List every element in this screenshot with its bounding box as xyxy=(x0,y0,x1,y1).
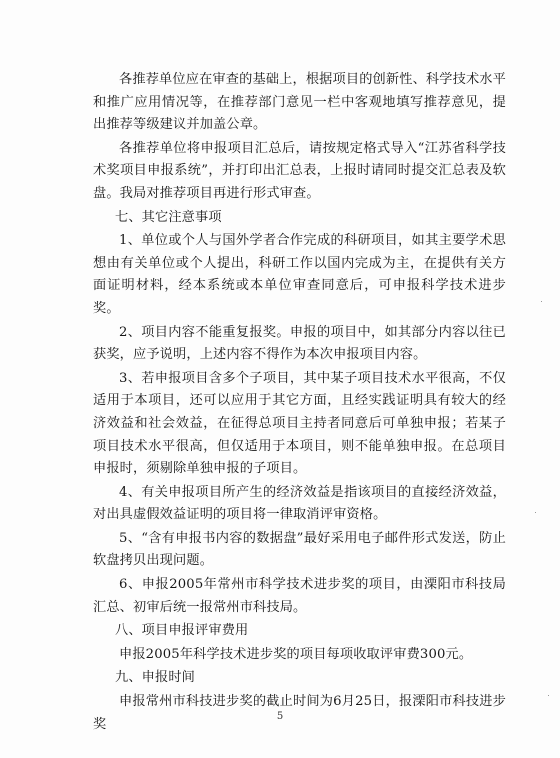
scan-speck xyxy=(541,301,542,302)
note-item-4: 4、有关申报项目所产生的经济效益是指该项目的直接经济效益，对出具虚假效益证明的项目将一律取消评审资格。 xyxy=(93,484,506,523)
section-heading-notes: 七、其它注意事项 xyxy=(115,209,222,225)
paragraph-recommendation-review: 各推荐单位应在审查的基础上，根据项目的创新性、科学技术水平和推广应用情况等，在推荐部门意见一栏中客观地填写推荐意见，提出推荐等级建议并加盖公章。 xyxy=(93,72,506,133)
scan-speck xyxy=(548,695,549,696)
note-item-5: 5、“含有申报书内容的数据盘”最好采用电子邮件形式发送，防止软盘拷贝出现问题。 xyxy=(93,530,506,569)
note-item-6: 6、申报2005年常州市科学技术进步奖的项目，由溧阳市科技局汇总、初审后统一报常州市科技局。 xyxy=(93,577,506,615)
note-item-3: 3、若申报项目含多个子项目，其中某子项目技术水平很高，不仅适用于本项目，还可以应用于其它方面，且经实践证明具有较大的经济效益和社会效益，在征得总项目主持者同意后可单独申报；若某子项目技术水平很高，但仅适用于本项目，则不能单独申报。在总项目申报时，须剔除单独申报的子项目。 xyxy=(93,370,506,477)
page-number: 5 xyxy=(276,711,284,722)
document-body xyxy=(93,69,506,736)
paragraph-fee-amount: 申报2005年科学技术进步奖的项目每项收取评审费300元。 xyxy=(119,646,473,662)
paragraph-deadline: 申报常州市科技进步奖的截止时间为6月25日，报溧阳市科技进步奖 xyxy=(93,694,506,732)
note-item-2: 2、项目内容不能重复报奖。申报的项目中，如其部分内容以往已获奖，应予说明，上述内容不得作为本次申报项目内容。 xyxy=(93,324,506,363)
paragraph-summary-import: 各推荐单位将申报项目汇总后，请按规定格式导入“江苏省科学技术奖项目申报系统”，并打印出汇总表，上报时请同时提交汇总表及软盘。我局对推荐项目再进行形式审查。 xyxy=(93,140,506,201)
section-heading-fees: 八、项目申报评审费用 xyxy=(115,623,249,639)
section-heading-deadline: 九、申报时间 xyxy=(115,670,196,686)
note-item-1: 1、单位或个人与国外学者合作完成的科研项目，如其主要学术思想由有关单位或个人提出，科研工作以国内完成为主，在提供有关方面证明材料，经本系统或本单位审查同意后，可申报科学技术进步奖。 xyxy=(93,233,506,316)
scan-speck xyxy=(535,512,536,513)
